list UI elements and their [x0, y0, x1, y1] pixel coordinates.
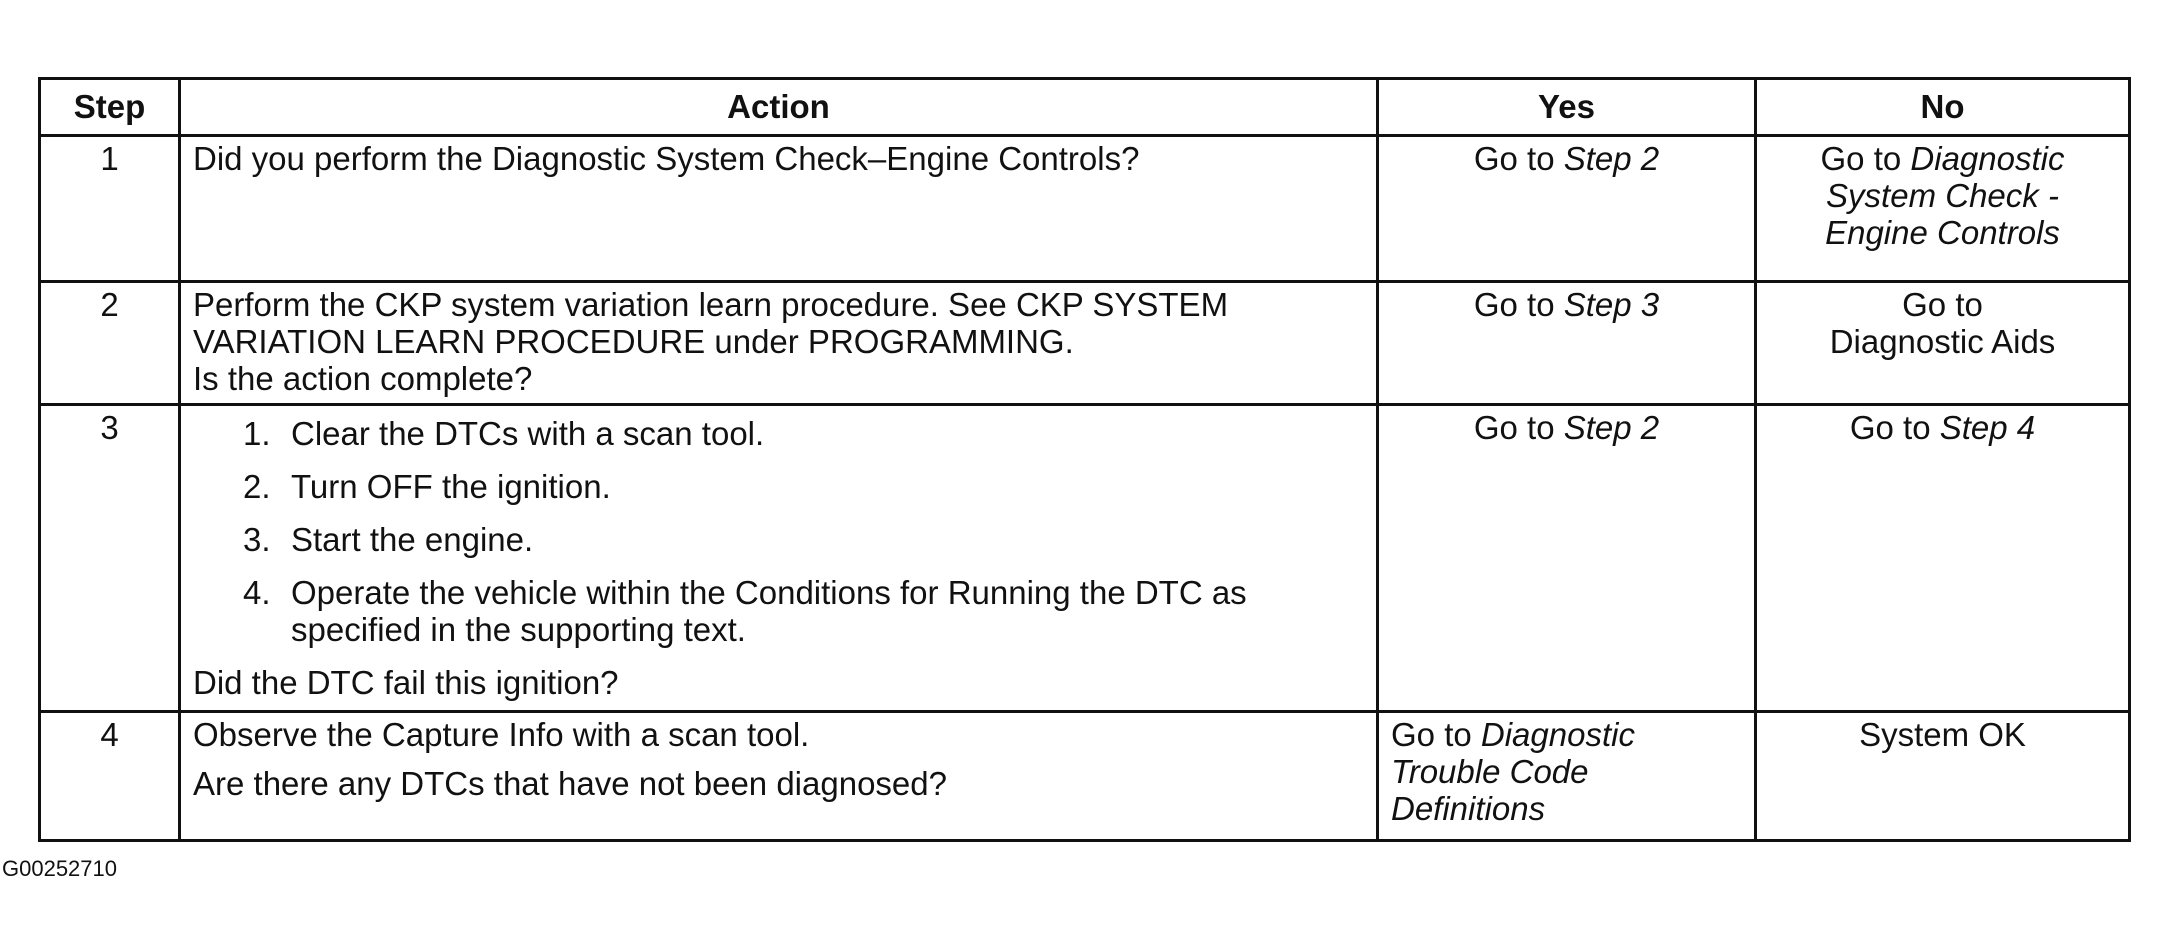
no-prefix: Go to [1849, 409, 1940, 446]
action-steps-list [193, 416, 1364, 649]
no-result-text: System OK [1859, 716, 2026, 753]
yes-link-part: Diagnostic [1480, 716, 1635, 753]
action-question: Are there any DTCs that have not been diagnosed? [193, 764, 947, 802]
no-link-part: System Check - [1826, 176, 2059, 214]
list-item-text: Turn OFF the ignition. [291, 467, 611, 505]
list-item [243, 469, 1364, 506]
action-text: Did you perform the Diagnostic System Check–Engine Controls? [193, 140, 1140, 177]
action-question: Did the DTC fail this ignition? [193, 663, 619, 701]
no-step-link[interactable]: Step 4 [1939, 409, 2036, 446]
yes-step-link[interactable]: Step 3 [1563, 286, 1660, 323]
yes-step-link[interactable]: Step 2 [1563, 409, 1660, 446]
table-row [40, 136, 2130, 282]
action-cell [180, 282, 1378, 405]
no-link[interactable] [1821, 140, 2065, 251]
action-text: Perform the CKP system variation learn procedure. See CKP SYSTEM [193, 286, 1229, 323]
no-cell [1756, 136, 2130, 282]
action-text: Observe the Capture Info with a scan tool. [193, 716, 810, 753]
action-text: VARIATION LEARN PROCEDURE under PROGRAMMING. [193, 322, 1074, 360]
yes-step-link[interactable]: Step 2 [1563, 140, 1660, 177]
figure-code: G00252710 [2, 856, 117, 881]
table-row [40, 712, 2130, 841]
no-link-part: Diagnostic Aids [1829, 322, 2056, 360]
header-step: Step [40, 79, 180, 136]
list-item-number: 1. [243, 415, 271, 452]
no-cell [1756, 712, 2130, 841]
yes-link-part: Trouble Code [1391, 752, 1589, 790]
yes-link[interactable] [1391, 716, 1635, 827]
list-item [243, 522, 1364, 559]
yes-cell [1378, 712, 1756, 841]
yes-cell [1378, 405, 1756, 712]
action-cell [180, 712, 1378, 841]
list-item-text: Start the engine. [291, 520, 534, 558]
step-number: 2 [40, 282, 180, 405]
no-prefix: Go to [1820, 140, 1911, 177]
list-item-number: 2. [243, 467, 271, 505]
list-item [243, 575, 1284, 649]
step-number: 3 [40, 405, 180, 712]
yes-link-part: Definitions [1391, 789, 1546, 827]
table-header-row [40, 79, 2130, 136]
table-row [40, 282, 2130, 405]
no-link-part: Engine Controls [1825, 213, 2060, 251]
action-cell [180, 405, 1378, 712]
list-item-number: 3. [243, 520, 271, 558]
no-cell [1756, 282, 2130, 405]
table-row [40, 405, 2130, 712]
no-cell [1756, 405, 2130, 712]
yes-cell [1378, 136, 1756, 282]
action-question: Is the action complete? [193, 359, 533, 397]
header-action: Action [180, 79, 1378, 136]
yes-cell [1378, 282, 1756, 405]
list-item-text: Clear the DTCs with a scan tool. [291, 415, 765, 452]
list-item [243, 416, 1364, 453]
step-number: 4 [40, 712, 180, 841]
no-link-part: Go to [1902, 286, 1983, 323]
action-cell [180, 136, 1378, 282]
header-no: No [1756, 79, 2130, 136]
diagnostic-table [38, 77, 2131, 842]
header-yes: Yes [1378, 79, 1756, 136]
step-number: 1 [40, 136, 180, 282]
no-link[interactable] [1830, 286, 2056, 360]
yes-prefix: Go to [1473, 140, 1564, 177]
no-link-part: Diagnostic [1910, 140, 2065, 177]
list-item-number: 4. [243, 573, 271, 611]
yes-prefix: Go to [1391, 716, 1481, 753]
yes-prefix: Go to [1473, 409, 1564, 446]
list-item-text: Operate the vehicle within the Conditions for Running the DTC as specified in the supporting text. [291, 573, 1247, 648]
yes-prefix: Go to [1473, 286, 1564, 323]
